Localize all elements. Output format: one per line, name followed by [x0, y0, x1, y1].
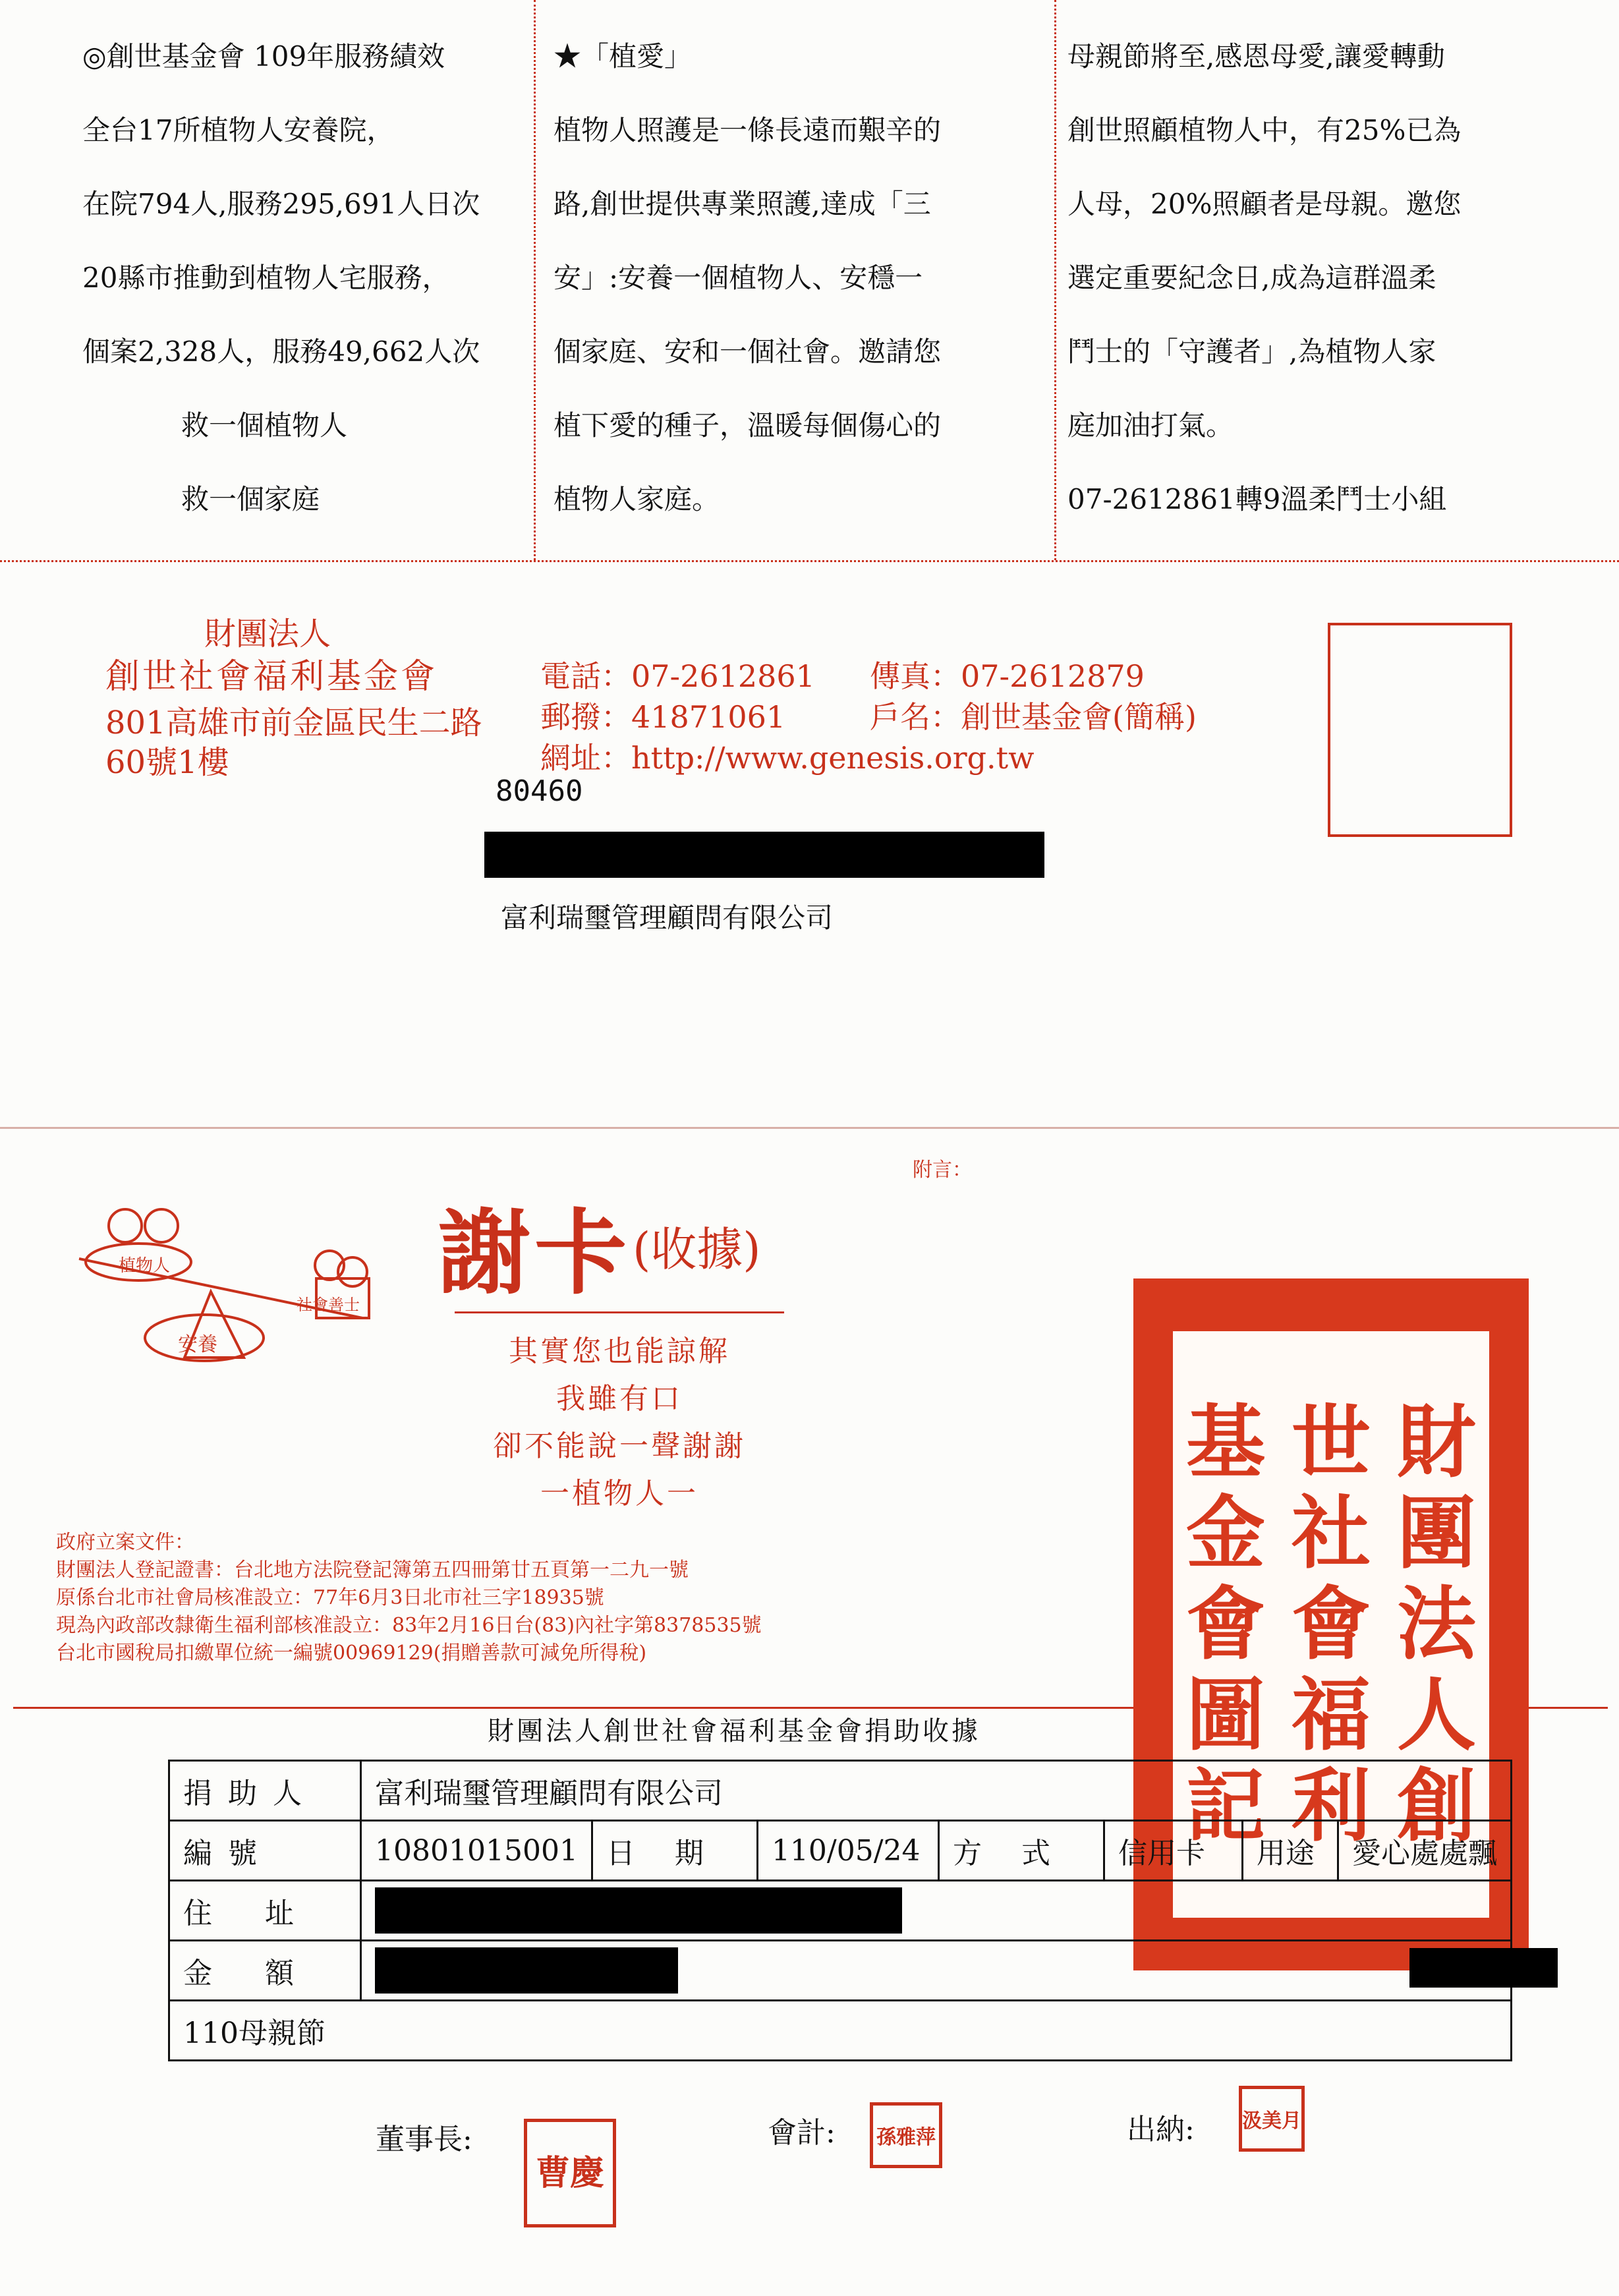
amount-value [361, 1941, 1512, 2001]
date-value: 110/05/24 [757, 1821, 938, 1881]
seal-char: 創 [1397, 1760, 1476, 1852]
seal-char: 團 [1397, 1487, 1476, 1580]
registration-line: 台北市國稅局扣繳單位統一編號00969129(捐贈善款可減免所得稅) [56, 1642, 647, 1665]
poem-line: 其實您也能諒解 [509, 1335, 730, 1368]
perforation-line [0, 1127, 1619, 1129]
stats-line: 救一個家庭 [181, 483, 320, 515]
number-value: 10801015001 [361, 1821, 592, 1881]
remarks-label: 附言： [913, 1159, 972, 1182]
plant-love-line: 路,創世提供專業照護,達成「三 [554, 188, 931, 220]
seal-char: 圖 [1186, 1669, 1265, 1762]
chairman-label: 董事長: [376, 2123, 472, 2156]
donor-label: 捐助人 [169, 1761, 361, 1821]
table-row [169, 1941, 1512, 2001]
plant-love-line: 植物人照護是一條長遠而艱辛的 [554, 114, 942, 146]
registration-line: 財團法人登記證書：台北地方法院登記簿第五四冊第廿五頁第一二九一號 [56, 1559, 689, 1582]
postal-account: 郵撥：41871061 [540, 699, 786, 735]
poem-line: 一植物人一 [540, 1477, 698, 1510]
org-address-line2: 60號1樓 [105, 744, 229, 781]
website: 網址：http://www.genesis.org.tw [540, 740, 1035, 776]
accountant-seal: 孫雅萍 [870, 2102, 942, 2168]
mothers-day-line: 選定重要紀念日,成為這群溫柔 [1067, 262, 1436, 294]
plant-love-line: 安」:安養一個植物人、安穩一 [554, 262, 923, 294]
mothers-day-line: 人母，20%照顧者是母親。邀您 [1067, 188, 1462, 220]
column-divider [534, 0, 536, 560]
column-divider [1054, 0, 1056, 560]
registration-line: 政府立案文件： [56, 1531, 194, 1554]
poem [422, 1328, 817, 1518]
phone: 電話：07-2612861 [540, 658, 815, 694]
receipt-subtitle: (收據) [633, 1222, 761, 1277]
seal-char: 會 [1292, 1578, 1371, 1671]
registration-line: 原係台北市社會局核准設立：77年6月3日北市社三字18935號 [56, 1586, 604, 1609]
logo-label-donors: 社會善士 [297, 1296, 360, 1314]
plant-love-column [554, 20, 1041, 536]
redacted-amount-bar [375, 1947, 678, 1994]
redacted-address-bar [375, 1887, 902, 1934]
stats-line: 全台17所植物人安養院， [82, 114, 395, 146]
receipt-table [168, 1760, 1512, 2061]
stats-line: 個案2,328人，服務49,662人次 [82, 335, 480, 368]
seal-char: 記 [1186, 1760, 1265, 1852]
org-address-line1: 801高雄市前金區民生二路 [105, 704, 482, 741]
seal-char: 財 [1397, 1396, 1476, 1489]
seal-char: 金 [1186, 1487, 1265, 1580]
purpose-value: 愛心處處飄 [1338, 1821, 1512, 1881]
registration-line: 現為內政部改隸衛生福利部核准設立：83年2月16日台(83)內社字第8378535號 [56, 1614, 762, 1637]
cashier-label: 出納: [1127, 2113, 1195, 2146]
amount-label: 金額 [169, 1941, 361, 2001]
stats-line: 救一個植物人 [181, 409, 348, 442]
donor-value: 富利瑞璽管理顧問有限公司 [361, 1761, 1512, 1821]
chairman-seal: 曹慶 [524, 2119, 616, 2227]
seal-char: 人 [1397, 1669, 1476, 1762]
redacted-address [484, 832, 1044, 878]
fold-line [0, 560, 1619, 562]
zip-code: 80460 [496, 774, 583, 808]
address-value [361, 1881, 1512, 1941]
seesaw-logo [53, 1180, 395, 1377]
cashier-seal: 汲美月 [1239, 2086, 1305, 2152]
stats-line: 在院794人,服務295,691人日次 [82, 188, 480, 220]
seal-char: 社 [1292, 1487, 1371, 1580]
method-value: 信用卡 [1104, 1821, 1242, 1881]
org-name: 創世社會福利基金會 [105, 657, 438, 697]
mothers-day-line: 母親節將至,感恩母愛,讓愛轉動 [1067, 40, 1445, 72]
receipt-heading: 財團法人創世社會福利基金會捐助收據 [488, 1716, 980, 1746]
logo-label-patient: 植物人 [119, 1256, 171, 1276]
stats-line: 20縣市推動到植物人宅服務， [82, 262, 450, 294]
table-row [169, 1761, 1512, 1821]
plant-love-line: 個家庭、安和一個社會。邀請您 [554, 335, 942, 368]
number-label: 編號 [169, 1821, 361, 1881]
registration-info [56, 1529, 762, 1667]
plant-love-line: ★「植愛」 [554, 40, 693, 72]
date-label: 日期 [592, 1821, 757, 1881]
redacted-amount-words-bar [1409, 1948, 1558, 1988]
seal-char: 世 [1292, 1396, 1371, 1489]
mothers-day-line: 鬥士的「守護者」,為植物人家 [1067, 335, 1436, 368]
fax: 傳真：07-2612879 [870, 658, 1145, 694]
seesaw-logo-graphic [53, 1180, 395, 1377]
receipt-title: 謝卡 [438, 1199, 631, 1307]
seal-char: 法 [1397, 1578, 1476, 1671]
mothers-day-line: 創世照顧植物人中，有25%已為 [1067, 114, 1462, 146]
logo-label-care: 安養 [178, 1333, 217, 1356]
table-row [169, 2001, 1512, 2061]
mothers-day-line: 07-2612861轉9溫柔鬥士小組 [1067, 483, 1447, 515]
poem-line: 卻不能說一聲謝謝 [493, 1429, 746, 1463]
seal-char: 會 [1186, 1578, 1265, 1671]
plant-love-line: 植物人家庭。 [554, 483, 720, 515]
title-underline [455, 1311, 784, 1313]
seal-char: 利 [1292, 1760, 1371, 1852]
org-type: 財團法人 [204, 616, 331, 652]
table-row [169, 1881, 1512, 1941]
accountant-label: 會計: [768, 2116, 836, 2150]
mothers-day-column [1067, 20, 1595, 536]
plant-love-line: 植下愛的種子，溫暖每個傷心的 [554, 409, 942, 442]
note-value: 110母親節 [169, 2001, 1512, 2061]
recipient-name: 富利瑞璽管理顧問有限公司 [501, 902, 834, 934]
mothers-day-line: 庭加油打氣。 [1067, 409, 1234, 442]
seal-char: 福 [1292, 1669, 1371, 1762]
stamp-box [1328, 623, 1512, 837]
poem-line: 我雖有口 [556, 1382, 683, 1416]
stats-line: ◎創世基金會 109年服務績效 [82, 40, 445, 72]
method-label: 方式 [938, 1821, 1104, 1881]
purpose-label: 用途 [1242, 1821, 1338, 1881]
service-stats-column [82, 20, 530, 536]
seal-char: 基 [1186, 1396, 1265, 1489]
account-name: 戶名：創世基金會(簡稱) [870, 699, 1197, 735]
address-label: 住址 [169, 1881, 361, 1941]
table-row [169, 1821, 1512, 1881]
